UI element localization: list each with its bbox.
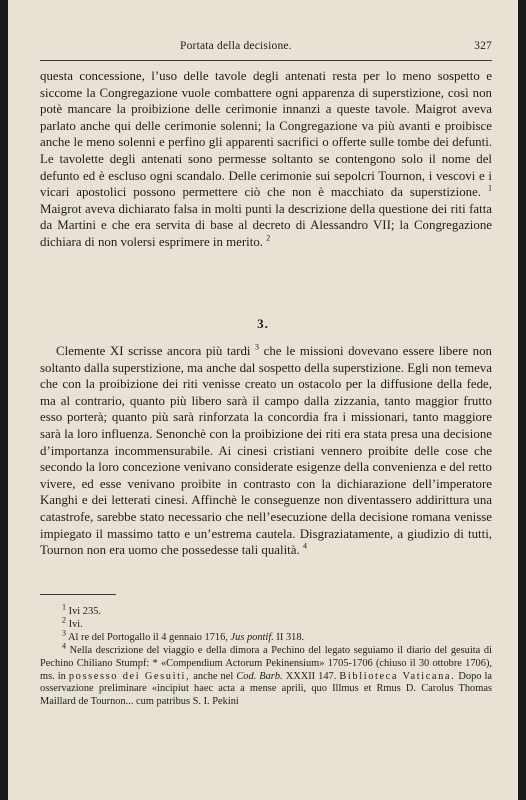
footnote-ref: 1 — [488, 183, 492, 193]
footnote-codex: Cod. Barb. — [236, 670, 283, 682]
footnote-library: Biblioteca Vaticana. — [339, 670, 456, 682]
paragraph-text: Maigrot aveva dichiarato falsa in molti punti la descrizione della questione dei riti fatta da Martini e che era servita di base al decreto di Alessandro VII; la Congregazione dichiara di non volersi esprimere in merito. — [40, 201, 492, 249]
footnote-rule — [40, 594, 116, 595]
section-number: 3. — [257, 316, 269, 331]
footnote-ref: 4 — [302, 541, 307, 551]
paragraph — [40, 343, 492, 559]
footnote-text: Ivi 235. — [68, 606, 101, 617]
header-rule — [40, 60, 492, 61]
footnote-text: Ivi. — [68, 618, 83, 630]
footnote — [40, 615, 492, 632]
running-title: Portata della decisione. — [180, 40, 292, 52]
footnote-archive: possesso dei Gesuiti, — [68, 670, 191, 682]
footnote-ref: 2 — [266, 233, 271, 243]
footnote-text: XXXII 147. — [285, 670, 337, 682]
footnote-source: Jus pontif. — [230, 631, 274, 643]
footnote-text: anche nel — [193, 670, 234, 682]
footnote-text: Nella descrizione del viaggio e della dimora a Pechino del legato seguiamo il diario del gesuita di Pechino Chiliano Stumpf: * «Compendium Actorum Pekinensium» 1705-1706 (chiuso il 30 ottobre 1706), ms. in — [40, 644, 492, 682]
footnote-number: 2 — [62, 615, 66, 625]
footnote-text: II 318. — [276, 631, 305, 643]
footnote-number: 1 — [62, 602, 66, 612]
footnote-text: Al re del Portogallo il 4 gennaio 1716, — [68, 631, 228, 643]
footnote-number: 4 — [62, 641, 66, 651]
page-number: 327 — [474, 40, 492, 52]
footnote — [40, 628, 492, 645]
paragraph-text: che le missioni dovevano essere libere non soltanto dalla superstizione, ma anche dal sospetto della superstizione. Egli non temeva che con la proibizione dei riti venisse creato un ostacolo per la diffusione della fede, ma al contrario, quanto più libero sarà il campo dalla zizzania, tanto maggior frutto esso porterà; quanto più sarà rinforzata la concordia fra i missionari, tanto maggiore sarà la loro influenza. Senonchè con la proibizione dei riti era stata presa una decisione d’importanza incommensurabile. Ai cinesi cristiani vennero proibite delle cose che secondo la loro concezione venivano considerate esigenze della convenienza e del retto vivere, ed esse venivano proibite in contrasto con la dichiarazione dell’imperatore Kanghi e dei letterati cinesi. Affinchè le conseguenze non diventassero addirittura una catastrofe, sarebbe stato necessario che nell’esecuzione della decisione romana venisse impiegato il massimo tatto e un’estrema cautela. Disgraziatamente, a giudizio di tutti, Tournon non era uomo che possedesse tali qualità. — [40, 344, 492, 558]
footnote-number: 3 — [62, 628, 66, 638]
paragraph-text: Clemente XI scrisse ancora più tardi — [56, 344, 251, 358]
paragraph-text: questa concessione, l’uso delle tavole degli antenati resta per lo meno sospetto e siccome la Congregazione vuole combattere ogni apparenza di superstizione, così non potè mancare la proibizione delle cerimonie innanzi a queste tavole. Maigrot aveva parlato anche qui delle cerimonie solenni; la Congregazione va più avanti e proibisce anche le meno solenni e perfino gli apparenti sacrifici o offerte sulle tombe dei defunti. Le tavolette degli antenati sono permesse soltanto se contengono solo il nome del defunto ed è escluso ogni scandalo. Delle cerimonie sui sepolcri Tournon, i vescovi e i vicari apostolici possono permettere ciò che non è macchiato da superstizione. — [40, 69, 492, 200]
book-page — [8, 0, 518, 800]
footnotes — [40, 602, 492, 709]
paragraph-continuation — [40, 68, 492, 251]
footnote — [40, 602, 492, 619]
footnote-text: Dopo la osservazione preliminare «incipiut haec acta a mense aprili, quo Illmus et Rmus D. Carolus Thomas Maillard de Tournon... cum patribus S. I. Pekini — [40, 670, 492, 708]
footnote — [40, 641, 492, 710]
footnote-ref: 3 — [255, 342, 260, 352]
